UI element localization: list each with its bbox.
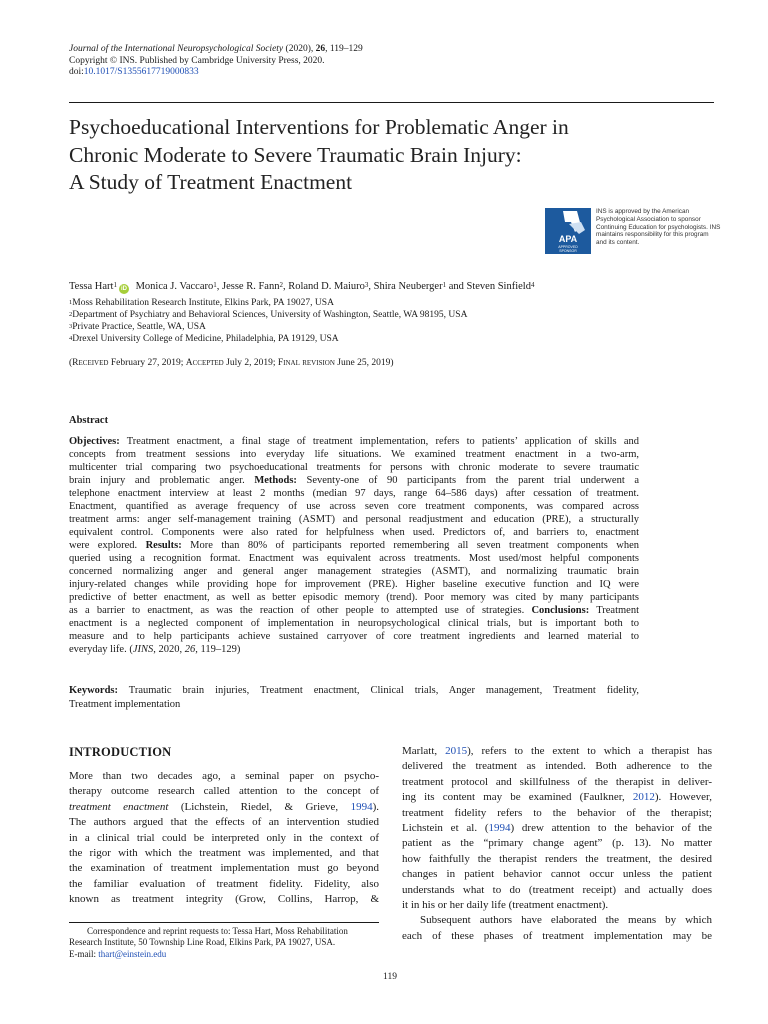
text-line: treatment fidelity refers to the behavior of the therapist;	[402, 806, 712, 819]
author-name[interactable]: Tessa Hart	[69, 281, 114, 292]
text-line: The authors argued that the effects of an intervention studied	[69, 816, 379, 829]
abstract-line: telephone enactment interview at least 2 months (median 97 days, range 64–586 days) after cessation of treatment.	[69, 488, 639, 499]
abstract-line: treatment arms: anger self-management training (ASMT) and personal readjustment and education (PRE), a structurally	[69, 514, 639, 525]
section-heading-introduction: INTRODUCTION	[69, 745, 172, 759]
received-dates: (Received February 27, 2019; Accepted July 2, 2019; Final revision June 25, 2019)	[69, 358, 394, 368]
svg-text:APPROVED: APPROVED	[558, 245, 578, 249]
author-name[interactable]: Roland D. Maiuro	[288, 281, 365, 292]
text-line: treatment enactment (Lichstein, Riedel, & Grieve, 1994).	[69, 800, 380, 813]
svg-text:SPONSOR: SPONSOR	[559, 249, 577, 253]
text-line: it in his or her daily life (treatment enactment).	[402, 899, 609, 912]
affiliation: $^1$Moss Rehabilitation Research Institute, Elkins Park, PA 19027, USA	[69, 298, 334, 308]
apa-sponsor-logo	[545, 208, 591, 254]
abstract-line: injury-related changes while providing hope for improvement (PRE). Higher baseline executive function and IQ were	[69, 579, 639, 590]
footnote-rule	[69, 922, 379, 923]
text-line: known as treatment integrity (Grow, Collins, Harrop, &	[69, 893, 379, 906]
intro-left-column	[69, 769, 379, 908]
text-line: More than two decades ago, a seminal paper on psycho-	[69, 770, 379, 782]
abstract-line: were explored. Results: More than 80% of participants reported remembering all seven treatment components when	[69, 540, 639, 551]
journal-name: Journal of the International Neuropsychological Society	[69, 44, 284, 54]
abstract-heading: Abstract	[69, 415, 109, 426]
abstract-line: measure and to help participants achieve sustained carryover of core treatment ingredients and learned material to	[69, 631, 639, 642]
text-line: understands what to do (treatment receipt) and actually does	[402, 883, 712, 896]
author-name[interactable]: Steven Sinfield	[466, 281, 531, 292]
header-rule	[69, 102, 714, 103]
email-link[interactable]: thart@einstein.edu	[98, 948, 167, 959]
orcid-icon[interactable]: iD	[120, 286, 127, 292]
abstract-line: Enactment, quantified as average frequency of use across seven core treatment components, was compared across	[69, 501, 639, 512]
article-title: Psychoeducational Interventions for Problematic Anger in Chronic Moderate to Severe Traumatic Brain Injury: A Study of Treatment Enactment	[69, 115, 569, 194]
abstract-line: enactment is a neglected component of implementation in neuropsychological clinical trials, but is important both to	[69, 618, 639, 629]
author-name[interactable]: Jesse R. Fann	[222, 281, 280, 292]
text-line: ing its content may be examined (Faulkner, 2012). However,	[402, 791, 712, 804]
abstract-line: concerned normalizing anger and general anger management strategies (ASMT), and normalizing traumatic brain	[69, 566, 639, 577]
text-line: each of these phases of treatment implementation may be	[402, 929, 712, 942]
doi-line: doi:10.1017/S1355617719000833	[69, 67, 199, 77]
text-line: Subsequent authors have elaborated the means by which	[420, 914, 712, 927]
text-line: in a clinical trial could be interpreted only in the context of	[69, 831, 379, 844]
copyright: Copyright © INS. Published by Cambridge University Press, 2020.	[69, 55, 325, 66]
affiliation: $^3$Private Practice, Seattle, WA, USA	[69, 322, 206, 332]
text-line: therapy outcome research called attention to the concept of	[69, 785, 379, 798]
abstract-line: brain injury and problematic anger. Methods: Seventy-one of 90 participants from the parent trial underwent a	[69, 475, 639, 486]
correspondence-footnote: Correspondence and reprint requests to: Tessa Hart, Moss Rehabilitation Research Institute, 50 Township Line Road, Elkins Park, PA 19027, USA. E-mail: thart@einstein.edu	[69, 926, 348, 959]
affiliation: $^4$Drexel University College of Medicine, Philadelphia, PA 19129, USA	[69, 334, 339, 344]
abstract-line: equivalent control. Components were also rated for helpfulness when used. Predictors of, and barriers to, enactment	[69, 527, 639, 538]
affiliation: $^2$Department of Psychiatry and Behavioral Sciences, University of Washington, Seattle, WA 98195, USA	[69, 310, 468, 320]
text-line: delivered the treatment as intended. Both adherence to the	[402, 760, 712, 773]
abstract-line: Objectives: Treatment enactment, a final stage of treatment implementation, refers to patients’ application of skills and	[69, 436, 639, 447]
keywords-label: Keywords:	[69, 685, 118, 696]
text-line: the familiar evaluation of treatment fidelity. Fidelity, also	[69, 877, 379, 890]
text-line: Marlatt, 2015), refers to the extent to which a therapist has	[402, 745, 712, 757]
text-line: changes in patient behavior cannot occur unless the patient	[402, 868, 712, 881]
page-number: 119	[383, 972, 397, 982]
abstract-body	[69, 435, 639, 656]
text-line: treatment protocol and skillfulness of the therapist in deliver-	[402, 775, 712, 788]
keywords: Keywords: Traumatic brain injuries, Treatment enactment, Clinical trials, Anger management, Treatment fidelity, Treatment implementation	[69, 685, 640, 710]
text-line: patient as the “primary change agent” (p. 13). No matter	[402, 837, 712, 850]
doi-link[interactable]: 10.1017/S1355617719000833	[83, 67, 199, 77]
abstract-line: concepts from treatment sessions into everyday life situations. We examined treatment enactment in a two-arm,	[69, 449, 639, 460]
abstract-line: multicenter trial comparing two psychoeducational treatments for persons with chronic moderate to severe traumatic	[69, 462, 639, 473]
author-name[interactable]: Monica J. Vaccaro	[135, 281, 214, 292]
author-name[interactable]: Shira Neuberger	[373, 281, 443, 292]
journal-header	[69, 44, 489, 79]
abstract-line: predictive of better enactment, as well as better episodic memory (trend). Poor memory was cited by many participants	[69, 592, 639, 603]
intro-right-column	[402, 744, 712, 944]
text-line: the rigor with which the treatment was implemented, and that	[69, 847, 379, 860]
text-line: Lichstein et al. (1994) drew attention to the behavior of the	[402, 822, 712, 835]
author-list: Tessa Hart$^1$ iD Monica J. Vaccaro$^1$, Jesse R. Fann$^2$, Roland D. Maiuro$^3$, Shira Neuberger$^1$ and Steven Sinfield$^4$	[69, 281, 535, 292]
abstract-line: queried using a recognition format. Enactment was equivalent across treatments. Most used/most helpful components	[69, 553, 639, 564]
affiliations	[69, 297, 467, 345]
svg-text:APA: APA	[558, 234, 578, 244]
text-line: how faithfully the therapist renders the treatment, the desired	[402, 852, 712, 865]
journal-volume: 26	[315, 44, 326, 54]
apa-notice: INS is approved by the American Psychological Association to sponsor Continuing Education for psychologists. INS maintains responsibility for this program and its content.	[596, 208, 721, 247]
abstract-line: everyday life. (JINS, 2020, 26, 119–129)	[69, 644, 241, 655]
abstract-line: as a barrier to enactment, as was the reaction of other people to attempted use of strategies. Conclusions: Treatment	[69, 605, 639, 616]
journal-citation: Journal of the International Neuropsychological Society (2020), 26, 119–129	[69, 44, 363, 54]
text-line: the examination of treatment implementation must go beyond	[69, 862, 379, 875]
